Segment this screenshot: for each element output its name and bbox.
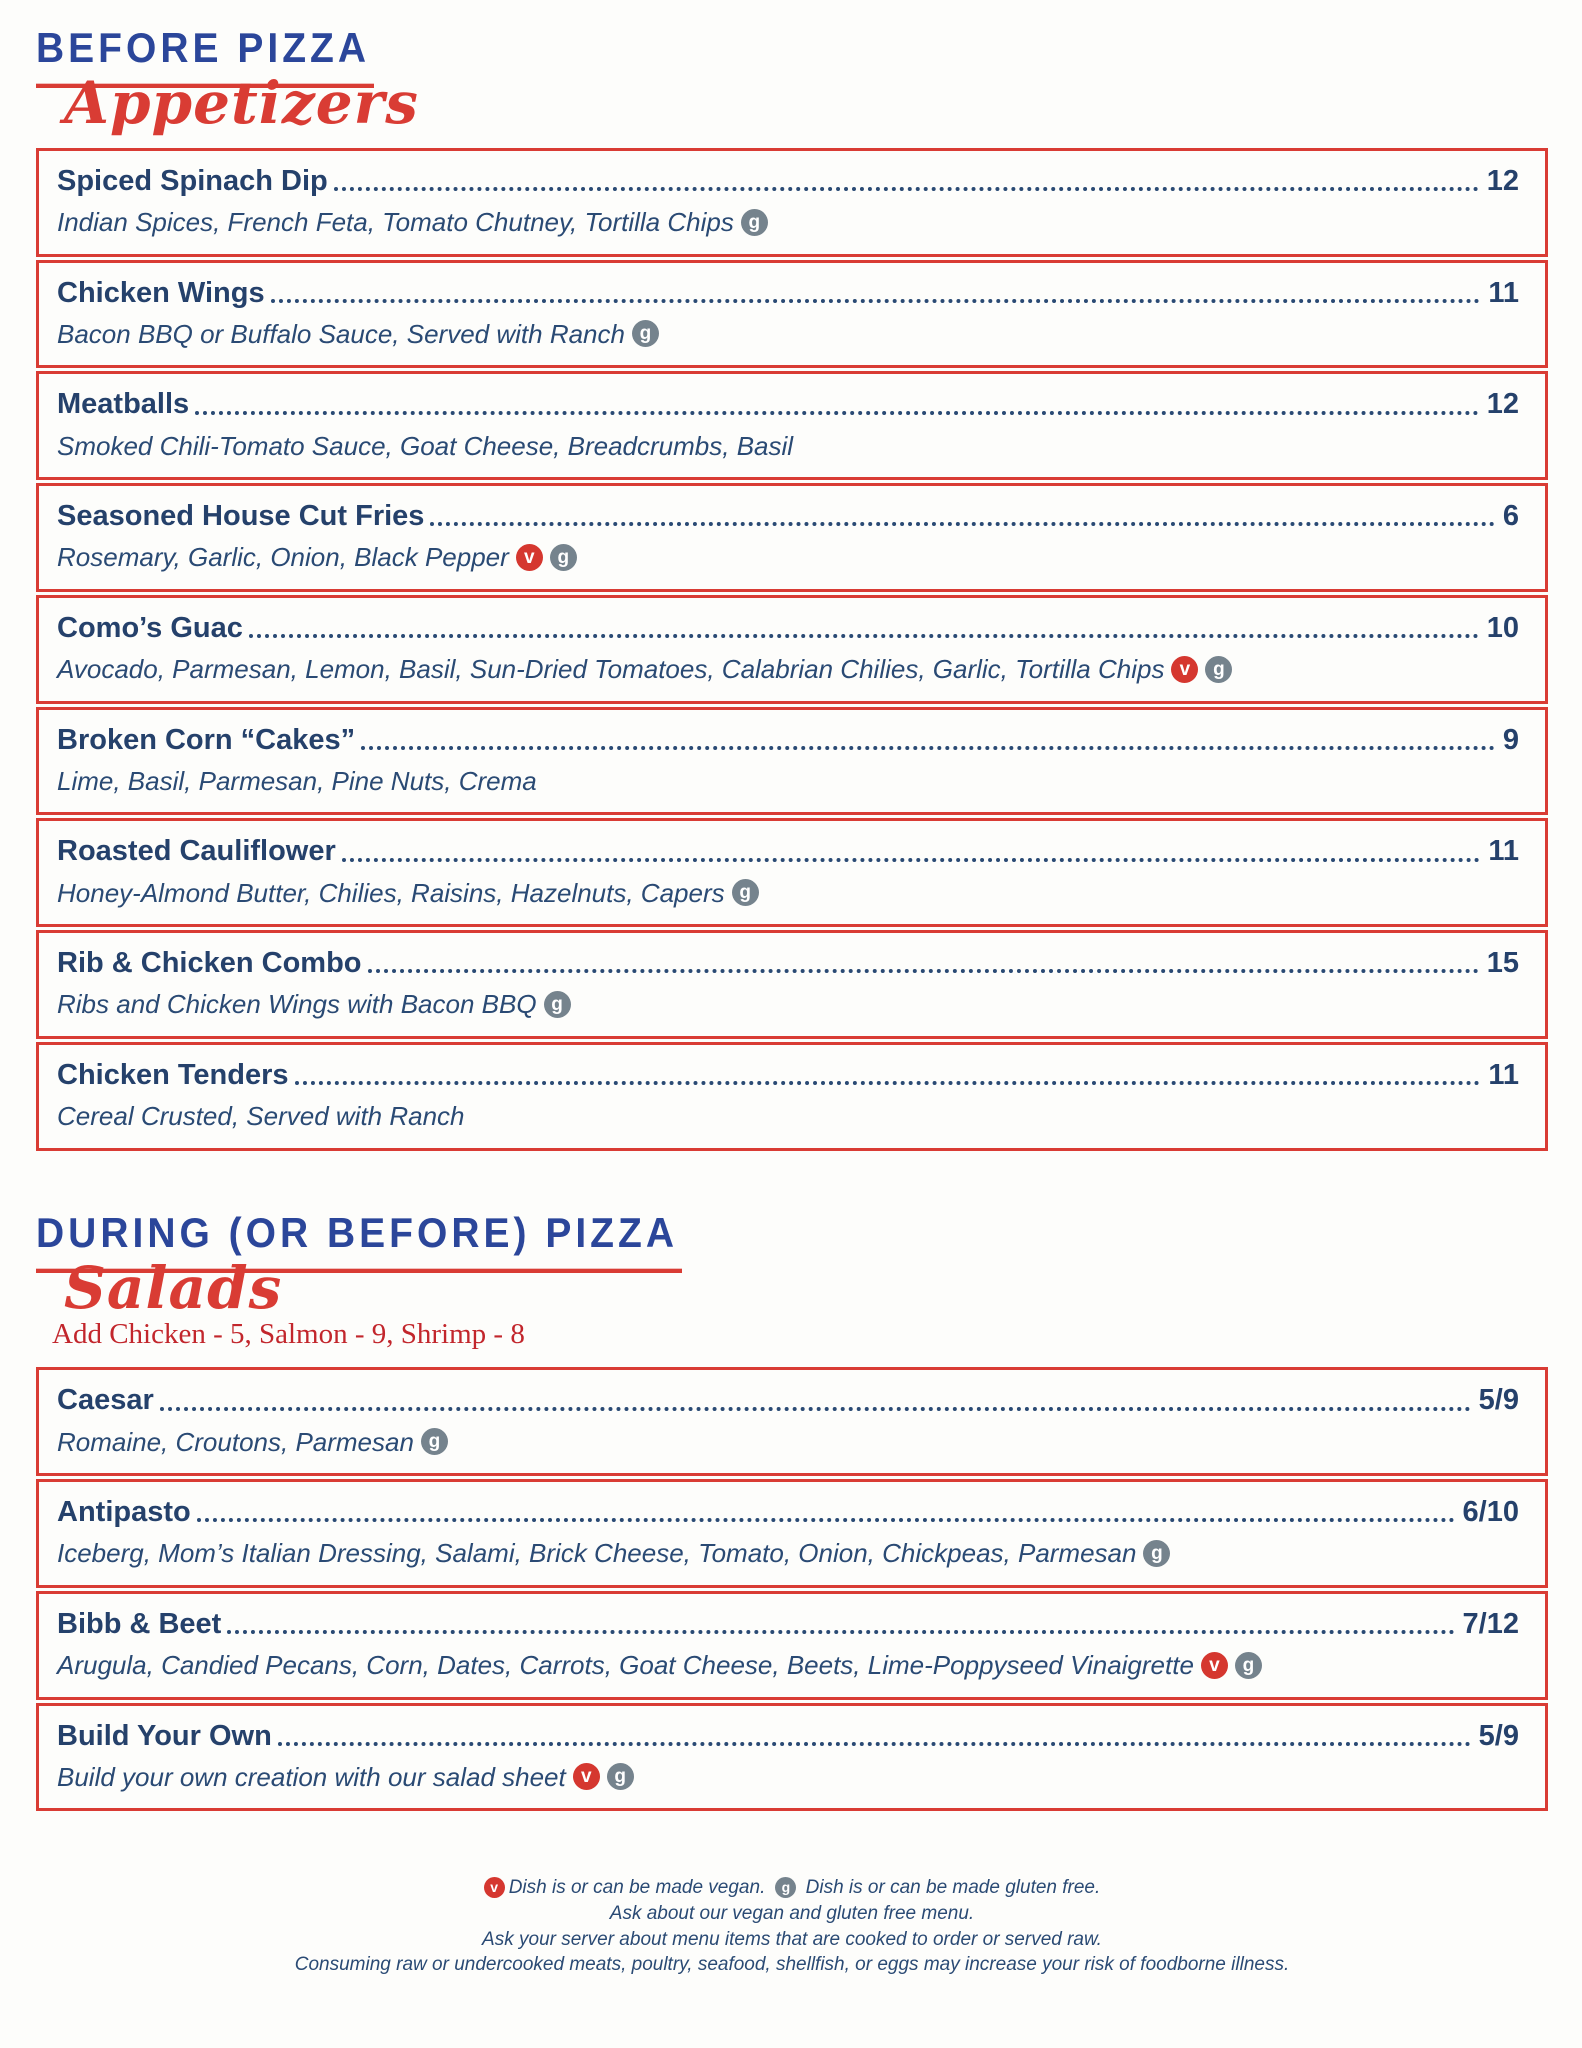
menu-item xyxy=(36,595,1548,704)
dotted-leader xyxy=(278,1742,1471,1746)
item-description xyxy=(57,541,1519,574)
sections-root xyxy=(36,25,1548,1811)
item-price: 7/12 xyxy=(1462,1607,1519,1640)
dotted-leader xyxy=(195,411,1479,415)
section-kicker: DURING (OR BEFORE) PIZZA xyxy=(36,1210,682,1273)
item-title-line xyxy=(57,1382,1519,1418)
item-description xyxy=(57,206,1519,239)
dotted-leader xyxy=(227,1630,1454,1634)
item-name: Roasted Cauliflower xyxy=(57,835,336,868)
item-title-line xyxy=(57,610,1519,646)
dotted-leader xyxy=(342,858,1481,862)
item-name: Como’s Guac xyxy=(57,611,243,644)
item-description xyxy=(57,430,1519,463)
dotted-leader xyxy=(368,969,1479,973)
item-name: Spiced Spinach Dip xyxy=(57,164,328,197)
item-name: Meatballs xyxy=(57,388,190,421)
dotted-leader xyxy=(197,1518,1455,1522)
legend-line: Consuming raw or undercooked meats, poultry, seafood, shellfish, or eggs may increase your risk of foodborne illness. xyxy=(294,1954,1290,1976)
gluten-free-badge-icon: g xyxy=(741,209,768,236)
item-description xyxy=(57,1426,1519,1459)
item-description-text: Rosemary, Garlic, Onion, Black Pepper xyxy=(57,542,509,573)
item-title-line xyxy=(57,275,1519,311)
item-description-text: Ribs and Chicken Wings with Bacon BBQ xyxy=(57,989,537,1020)
dotted-leader xyxy=(249,634,1479,638)
section-header xyxy=(36,1209,1548,1352)
gluten-free-badge-icon: g xyxy=(607,1763,634,1790)
menu-item xyxy=(36,1367,1548,1476)
menu-item xyxy=(36,1703,1548,1812)
item-price: 5/9 xyxy=(1478,1384,1519,1417)
gluten-free-badge-icon: g xyxy=(421,1428,448,1455)
legend-vegan-text: Dish is or can be made vegan. xyxy=(508,1877,766,1899)
dotted-leader xyxy=(361,746,1495,750)
item-title-line xyxy=(57,1606,1519,1642)
vegan-badge-icon: v xyxy=(516,544,543,571)
item-price: 12 xyxy=(1486,388,1519,421)
section-script-title: Salads xyxy=(64,1253,283,1322)
menu-item xyxy=(36,483,1548,592)
item-description xyxy=(57,1537,1519,1570)
menu-item xyxy=(36,1042,1548,1151)
item-description xyxy=(57,318,1519,351)
item-title-line xyxy=(57,722,1519,758)
item-description-text: Arugula, Candied Pecans, Corn, Dates, Carrots, Goat Cheese, Beets, Lime-Poppyseed Vinaigrette xyxy=(57,1650,1194,1681)
section-kicker: BEFORE PIZZA xyxy=(36,25,374,88)
vegan-badge-icon: v xyxy=(1201,1652,1228,1679)
item-description-text: Romaine, Croutons, Parmesan xyxy=(57,1426,414,1457)
item-title-line xyxy=(57,1718,1519,1754)
item-description-text: Cereal Crusted, Served with Ranch xyxy=(57,1101,465,1132)
item-description-text: Lime, Basil, Parmesan, Pine Nuts, Crema xyxy=(57,765,537,796)
item-name: Build Your Own xyxy=(57,1719,272,1752)
item-name: Antipasto xyxy=(57,1496,191,1529)
menu-item xyxy=(36,930,1548,1039)
item-description-text: Bacon BBQ or Buffalo Sauce, Served with Ranch xyxy=(57,318,625,349)
legend xyxy=(36,1875,1548,1978)
menu-section-appetizers xyxy=(36,25,1548,1151)
gluten-free-badge-icon: g xyxy=(732,879,759,906)
item-name: Rib & Chicken Combo xyxy=(57,947,362,980)
menu-items-box xyxy=(36,1367,1548,1811)
menu-item xyxy=(36,148,1548,257)
item-title-line xyxy=(57,833,1519,869)
gluten-free-badge-icon: g xyxy=(544,991,571,1018)
item-price: 12 xyxy=(1486,164,1519,197)
gluten-free-badge-icon: g xyxy=(1235,1652,1262,1679)
item-description xyxy=(57,1649,1519,1682)
item-price: 9 xyxy=(1502,723,1519,756)
item-description xyxy=(57,1100,1519,1133)
item-description xyxy=(57,988,1519,1021)
item-price: 15 xyxy=(1486,947,1519,980)
item-title-line xyxy=(57,386,1519,422)
gluten-free-badge-icon: g xyxy=(775,1877,796,1898)
item-price: 6 xyxy=(1502,500,1519,533)
menu-item xyxy=(36,1591,1548,1700)
gluten-free-badge-icon: g xyxy=(1205,656,1232,683)
legend-gluten-text: Dish is or can be made gluten free. xyxy=(805,1877,1101,1899)
item-description xyxy=(57,1761,1519,1794)
item-name: Seasoned House Cut Fries xyxy=(57,500,425,533)
gluten-free-badge-icon: g xyxy=(1143,1540,1170,1567)
menu-item xyxy=(36,707,1548,816)
menu-item xyxy=(36,1479,1548,1588)
item-price: 6/10 xyxy=(1462,1496,1519,1529)
gluten-free-badge-icon: g xyxy=(550,544,577,571)
dotted-leader xyxy=(334,187,1479,191)
item-title-line xyxy=(57,1057,1519,1093)
menu-section-salads xyxy=(36,1209,1548,1812)
section-script-title: Appetizers xyxy=(64,69,419,137)
item-price: 11 xyxy=(1488,835,1519,868)
item-price: 10 xyxy=(1486,611,1519,644)
item-description-text: Build your own creation with our salad sheet xyxy=(57,1761,566,1792)
vegan-badge-icon: v xyxy=(573,1763,600,1790)
item-name: Bibb & Beet xyxy=(57,1607,222,1640)
menu-items-box xyxy=(36,148,1548,1151)
legend-line xyxy=(36,1875,1548,1901)
gluten-free-badge-icon: g xyxy=(632,320,659,347)
menu-item xyxy=(36,260,1548,369)
item-name: Caesar xyxy=(57,1384,154,1417)
vegan-badge-icon: v xyxy=(1171,656,1198,683)
dotted-leader xyxy=(271,299,1481,303)
item-price: 5/9 xyxy=(1478,1719,1519,1752)
item-description-text: Avocado, Parmesan, Lemon, Basil, Sun-Dried Tomatoes, Calabrian Chilies, Garlic, Tortilla Chips xyxy=(57,654,1165,685)
item-name: Broken Corn “Cakes” xyxy=(57,723,356,756)
dotted-leader xyxy=(430,522,1494,526)
legend-line: Ask about our vegan and gluten free menu. xyxy=(609,1902,975,1924)
item-description-text: Smoked Chili-Tomato Sauce, Goat Cheese, Breadcrumbs, Basil xyxy=(57,430,794,461)
menu-item xyxy=(36,818,1548,927)
item-description-text: Iceberg, Mom’s Italian Dressing, Salami, Brick Cheese, Tomato, Onion, Chickpeas, Parmesan xyxy=(57,1538,1137,1569)
menu-item xyxy=(36,371,1548,480)
dotted-leader xyxy=(295,1081,1481,1085)
legend-line: Ask your server about menu items that are cooked to order or served raw. xyxy=(482,1928,1102,1950)
item-name: Chicken Tenders xyxy=(57,1058,289,1091)
item-title-line xyxy=(57,945,1519,981)
dotted-leader xyxy=(160,1407,1471,1411)
item-price: 11 xyxy=(1488,1058,1519,1091)
item-description xyxy=(57,765,1519,798)
item-description-text: Indian Spices, French Feta, Tomato Chutney, Tortilla Chips xyxy=(57,207,734,238)
item-title-line xyxy=(57,163,1519,199)
item-title-line xyxy=(57,498,1519,534)
item-price: 11 xyxy=(1488,276,1519,309)
item-title-line xyxy=(57,1494,1519,1530)
section-header xyxy=(36,25,1548,137)
section-note: Add Chicken - 5, Salmon - 9, Shrimp - 8 xyxy=(52,1318,525,1351)
item-description xyxy=(57,877,1519,910)
item-description xyxy=(57,653,1519,686)
item-description-text: Honey-Almond Butter, Chilies, Raisins, Hazelnuts, Capers xyxy=(57,877,725,908)
item-name: Chicken Wings xyxy=(57,276,265,309)
vegan-badge-icon: v xyxy=(484,1877,505,1898)
